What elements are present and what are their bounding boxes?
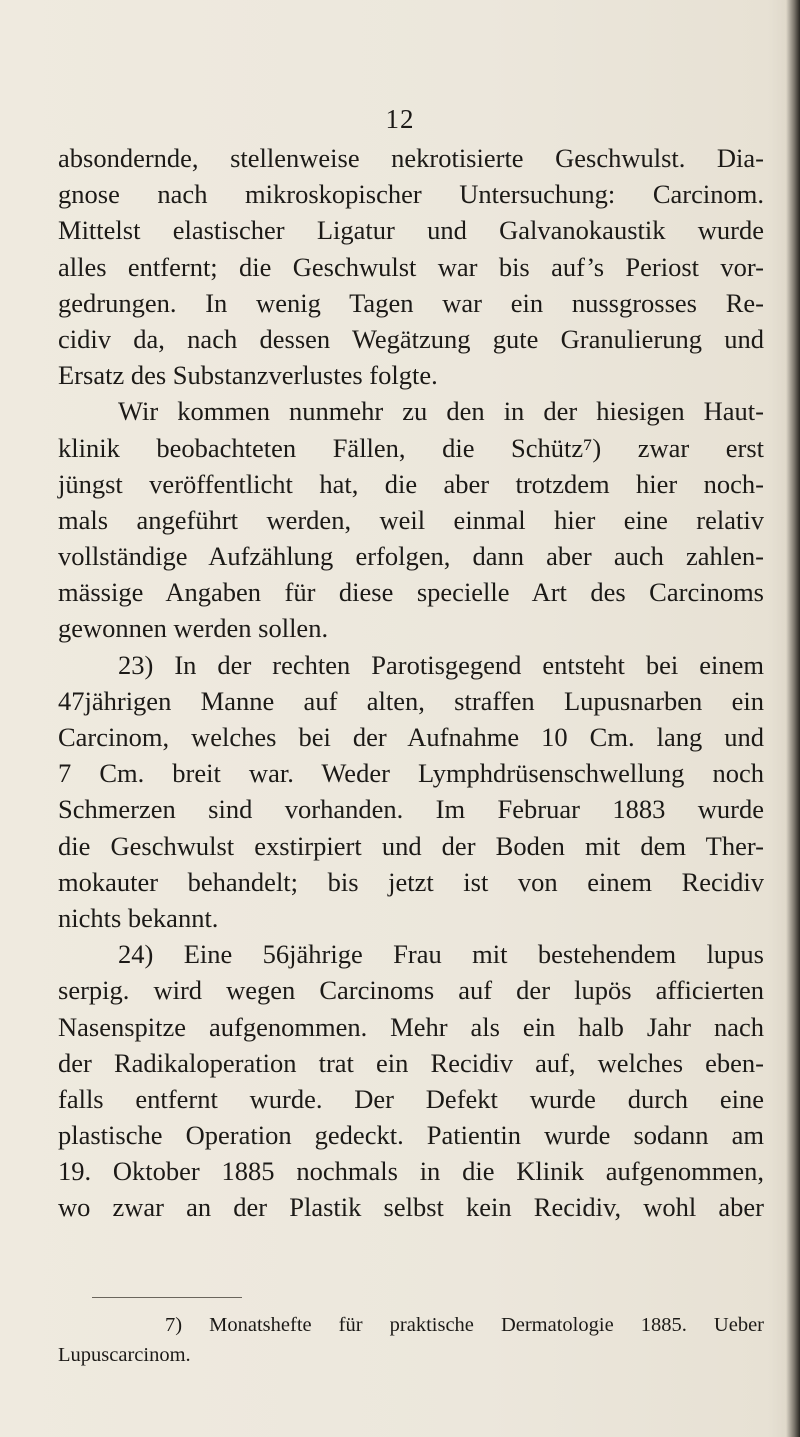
text-line-13: mässige Angaben für diese specielle Art des Carcinoms — [58, 577, 764, 608]
text-line-28: plastische Operation gedeckt. Patientin wurde sodann am — [58, 1120, 764, 1151]
text-line-26: der Radikaloperation trat ein Recidiv auf, welches eben- — [58, 1047, 764, 1078]
text-line-8: Wir kommen nunmehr zu den in der hiesigen Haut- — [118, 396, 764, 427]
page-number: 12 — [385, 104, 415, 134]
text-line-5: gedrungen. In wenig Tagen war ein nussgrosses Re- — [58, 287, 764, 318]
text-line-24: serpig. wird wegen Carcinoms auf der lupös afficierten — [58, 975, 764, 1006]
text-line-7: Ersatz des Substanzverlustes folgte. — [58, 360, 438, 391]
text-line-15: 23) In der rechten Parotisgegend entsteht bei einem — [118, 649, 764, 680]
text-line-20: die Geschwulst exstirpiert und der Boden mit dem Ther- — [58, 830, 764, 861]
text-line-1: absondernde, stellenweise nekrotisierte Geschwulst. Dia- — [58, 143, 764, 173]
text-line-25: Nasenspitze aufgenommen. Mehr als ein halb Jahr nach — [58, 1011, 764, 1042]
text-line-23: 24) Eine 56jährige Frau mit bestehendem lupus — [118, 939, 764, 970]
text-line-17: Carcinom, welches bei der Aufnahme 10 Cm. lang und — [58, 722, 764, 752]
page-edge-shadow — [786, 0, 800, 1437]
text-line-19: Schmerzen sind vorhanden. Im Februar 1883 wurde — [58, 794, 764, 825]
text-line-11: mals angeführt werden, weil einmal hier eine relativ — [58, 504, 764, 535]
text-line-6: cidiv da, nach dessen Wegätzung gute Granulierung und — [58, 323, 764, 354]
footnote-rule — [92, 1297, 242, 1298]
footnote-line-2: Lupuscarcinom. — [58, 1344, 191, 1366]
text-line-16: 47jährigen Manne auf alten, straffen Lupusnarben ein — [58, 685, 764, 716]
text-line-12: vollständige Aufzählung erfolgen, dann aber auch zahlen- — [58, 541, 764, 572]
footnote-line-1: 7) Monatshefte für praktische Dermatologie 1885. Ueber — [165, 1314, 764, 1336]
text-line-22: nichts bekannt. — [58, 902, 219, 933]
text-line-29: 19. Oktober 1885 nochmals in die Klinik aufgenommen, — [58, 1156, 764, 1187]
text-line-21: mokauter behandelt; bis jetzt ist von einem Recidiv — [58, 866, 764, 897]
text-line-27: falls entfernt wurde. Der Defekt wurde durch eine — [58, 1083, 764, 1114]
text-line-14: gewonnen werden sollen. — [58, 613, 329, 644]
text-line-3: Mittelst elastischer Ligatur und Galvanokaustik wurde — [58, 215, 764, 246]
body-text — [58, 140, 764, 1226]
text-line-18: 7 Cm. breit war. Weder Lymphdrüsenschwellung noch — [58, 758, 764, 789]
text-line-30: wo zwar an der Plastik selbst kein Recidiv, wohl aber — [58, 1192, 764, 1223]
text-line-4: alles entfernt; die Geschwulst war bis auf’s Periost vor- — [58, 251, 764, 282]
text-line-9: klinik beobachteten Fällen, die Schütz⁷) zwar erst — [58, 432, 764, 463]
text-line-2: gnose nach mikroskopischer Untersuchung: Carcinom. — [58, 179, 764, 210]
text-line-10: jüngst veröffentlicht hat, die aber trotzdem hier noch- — [58, 468, 764, 499]
footnote — [58, 1310, 764, 1370]
